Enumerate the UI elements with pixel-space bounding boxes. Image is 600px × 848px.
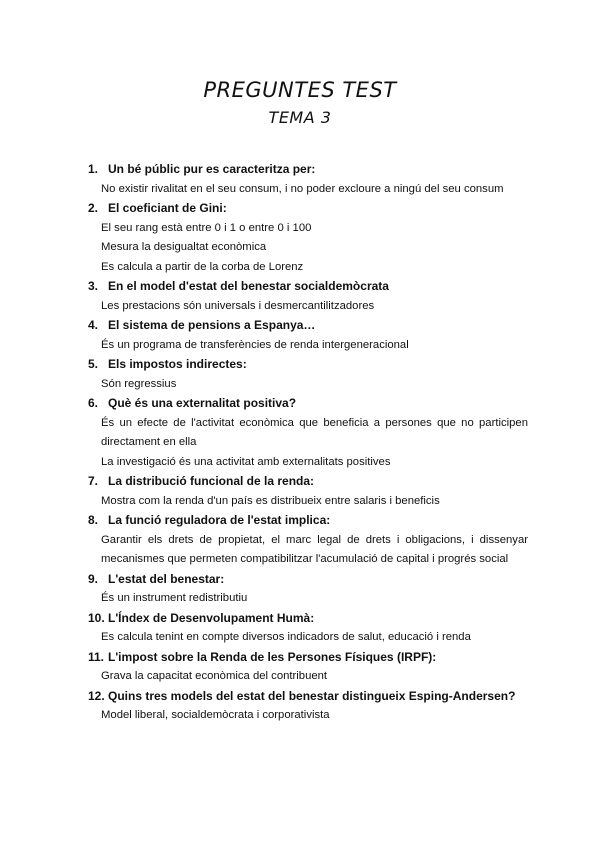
question-item (88, 609, 528, 648)
question-item (88, 472, 528, 511)
question-heading (88, 687, 528, 707)
answer-text: Mesura la desigualtat econòmica (101, 241, 267, 253)
question-item (88, 570, 528, 609)
question-text: Quins tres models del estat del benestar distingueix Esping-Andersen? (108, 688, 516, 703)
question-heading (88, 570, 528, 590)
question-item (88, 648, 528, 687)
page-title: PREGUNTES TEST (203, 78, 397, 102)
answer-text: Es calcula a partir de la corba de Lorenz (101, 260, 304, 273)
question-number: 2. (88, 201, 99, 215)
question-number: 3. (88, 279, 99, 293)
answer-text: Mostra com la renda d'un país es distribueix entre salaris i beneficis (101, 494, 440, 507)
question-item (88, 277, 528, 316)
answer-text: Model liberal, socialdemòcrata i corporativista (101, 709, 330, 721)
question-list (88, 160, 528, 726)
question-number: 10. (88, 610, 105, 625)
answer-text: El seu rang està entre 0 i 1 o entre 0 i 100 (101, 221, 312, 234)
question-text: L'impost sobre la Renda de les Persones Físiques (IRPF): (108, 649, 437, 664)
question-heading (88, 277, 528, 297)
answer-text: No existir rivalitat en el seu consum, i no poder excloure a ningú del seu consum (101, 182, 504, 195)
question-heading (88, 199, 528, 219)
question-heading (88, 472, 528, 492)
question-item (88, 687, 528, 726)
question-text: L'Índex de Desenvolupament Humà: (108, 610, 315, 625)
answer-text: És un instrument redistributiu (101, 592, 248, 604)
question-number: 5. (88, 357, 99, 371)
question-number: 7. (88, 474, 99, 488)
question-item (88, 355, 528, 394)
answer-text: Són regressius (101, 377, 177, 390)
question-number: 12. (88, 688, 105, 703)
question-text: Què és una externalitat positiva? (108, 396, 297, 410)
question-text: Un bé públic pur es caracteritza per: (108, 162, 316, 176)
question-item (88, 160, 528, 199)
question-number: 11. (88, 649, 105, 664)
question-number: 4. (88, 318, 99, 332)
answer-text: Grava la capacitat econòmica del contribuent (101, 670, 328, 682)
question-text: La funció reguladora de l'estat implica: (108, 513, 331, 527)
question-heading (88, 609, 528, 629)
answer-text: Es calcula tenint en compte diversos indicadors de salut, educació i renda (101, 631, 471, 643)
question-text: La distribució funcional de la renda: (108, 474, 315, 488)
question-number: 9. (88, 571, 99, 586)
question-heading (88, 648, 528, 668)
question-number: 1. (88, 162, 99, 176)
question-number: 8. (88, 513, 99, 527)
question-item (88, 316, 528, 355)
answer-text: Garantir els drets de propietat, el marc legal de drets i obligacions, i dissenyar mecanismes que permeten compatibilitzar l'acumulació de capital i progrés social (101, 533, 528, 565)
question-heading (88, 355, 528, 375)
answer-text: Les prestacions són universals i desmercantilitzadores (101, 299, 375, 312)
question-text: El sistema de pensions a Espanya… (108, 318, 316, 332)
question-item (88, 394, 528, 472)
page-subtitle: TEMA 3 (268, 108, 332, 127)
question-heading (88, 316, 528, 336)
question-item (88, 511, 528, 570)
answer-text: La investigació és una activitat amb externalitats positives (101, 455, 391, 468)
question-heading (88, 160, 528, 180)
question-heading (88, 394, 528, 414)
question-text: En el model d'estat del benestar socialdemòcrata (108, 279, 389, 293)
question-text: El coeficiant de Gini: (108, 201, 227, 215)
question-number: 6. (88, 396, 99, 410)
question-item (88, 199, 528, 277)
question-heading (88, 511, 528, 531)
question-text: Els impostos indirectes: (108, 357, 247, 371)
answer-text: És un programa de transferències de renda intergeneracional (101, 338, 409, 351)
answer-text: És un efecte de l'activitat econòmica que beneficia a persones que no participen directament en ella (101, 416, 528, 448)
question-text: L'estat del benestar: (108, 571, 225, 586)
